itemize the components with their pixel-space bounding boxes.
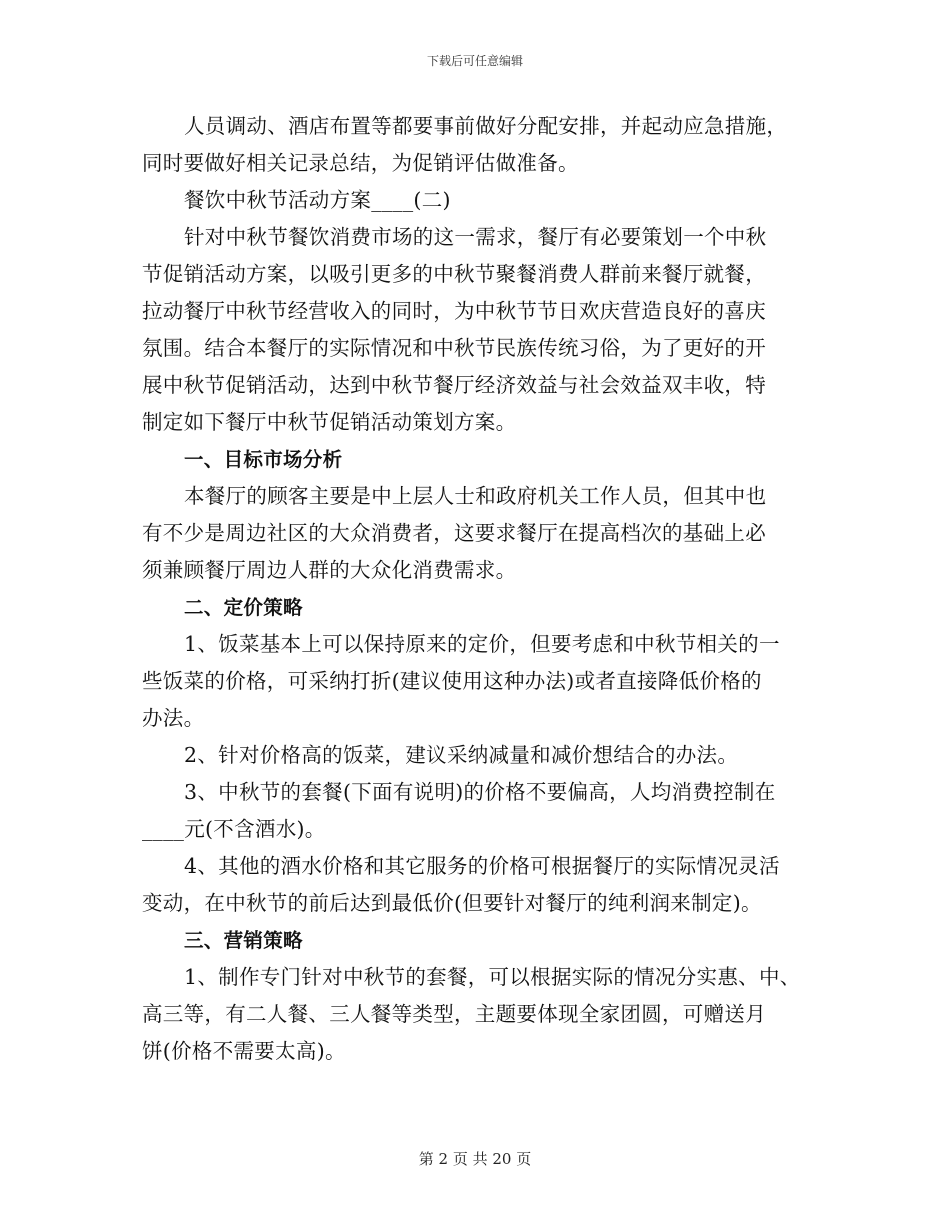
text-line: 本餐厅的顾客主要是中上层人士和政府机关工作人员，但其中也 [184,484,767,508]
text-line: 高三等，有二人餐、三人餐等类型，主题要体现全家团圆，可赠送月 [142,1002,766,1026]
text-line: 须兼顾餐厅周边人群的大众化消费需求。 [142,558,517,582]
text-line: 4、其他的酒水价格和其它服务的价格可根据餐厅的实际情况灵活 [184,854,780,878]
text-line: 针对中秋节餐饮消费市场的这一需求，餐厅有必要策划一个中秋 [184,225,767,249]
text-line: 些饭菜的价格，可采纳打折(建议使用这种办法)或者直接降低价格的 [142,669,762,693]
text-line: 1、饭菜基本上可以保持原来的定价，但要考虑和中秋节相关的一 [184,632,780,656]
text-line: 有不少是周边社区的大众消费者，这要求餐厅在提高档次的基础上必 [142,521,766,545]
text-line: 2、针对价格高的饭菜，建议采纳减量和减价想结合的办法。 [184,743,739,767]
text-line: 饼(价格不需要太高)。 [142,1039,346,1063]
text-line: 办法。 [142,706,205,730]
text-line: 拉动餐厅中秋节经营收入的同时，为中秋节节日欢庆营造良好的喜庆 [142,299,766,323]
text-line: 制定如下餐厅中秋节促销活动策划方案。 [142,410,517,434]
text-line: 展中秋节促销活动，达到中秋节餐厅经济效益与社会效益双丰收，特 [142,373,766,397]
text-line: 人员调动、酒店布置等都要事前做好分配安排，并起动应急措施， [184,114,788,138]
text-line: 节促销活动方案，以吸引更多的中秋节聚餐消费人群前来餐厅就餐， [142,262,766,286]
page-footer: 第 2 页 共 20 页 [418,1150,532,1168]
text-line: 变动，在中秋节的前后达到最低价(但要针对餐厅的纯利润来制定)。 [142,891,762,915]
section-heading: 三、营销策略 [184,929,303,952]
text-line: ____元(不含酒水)。 [142,817,326,841]
section-heading: 二、定价策略 [184,596,303,619]
section-heading: 一、目标市场分析 [184,448,343,471]
text-line: 3、中秋节的套餐(下面有说明)的价格不要偏高，人均消费控制在 [184,780,776,804]
text-line: 餐饮中秋节活动方案____(二) [184,188,451,212]
text-line: 同时要做好相关记录总结，为促销评估做准备。 [142,151,579,175]
text-line: 氛围。结合本餐厅的实际情况和中秋节民族传统习俗，为了更好的开 [142,336,766,360]
page-header: 下载后可任意编辑 [426,54,523,68]
document-body [142,108,822,1070]
text-line: 1、制作专门针对中秋节的套餐，可以根据实际的情况分实惠、中、 [184,965,801,989]
